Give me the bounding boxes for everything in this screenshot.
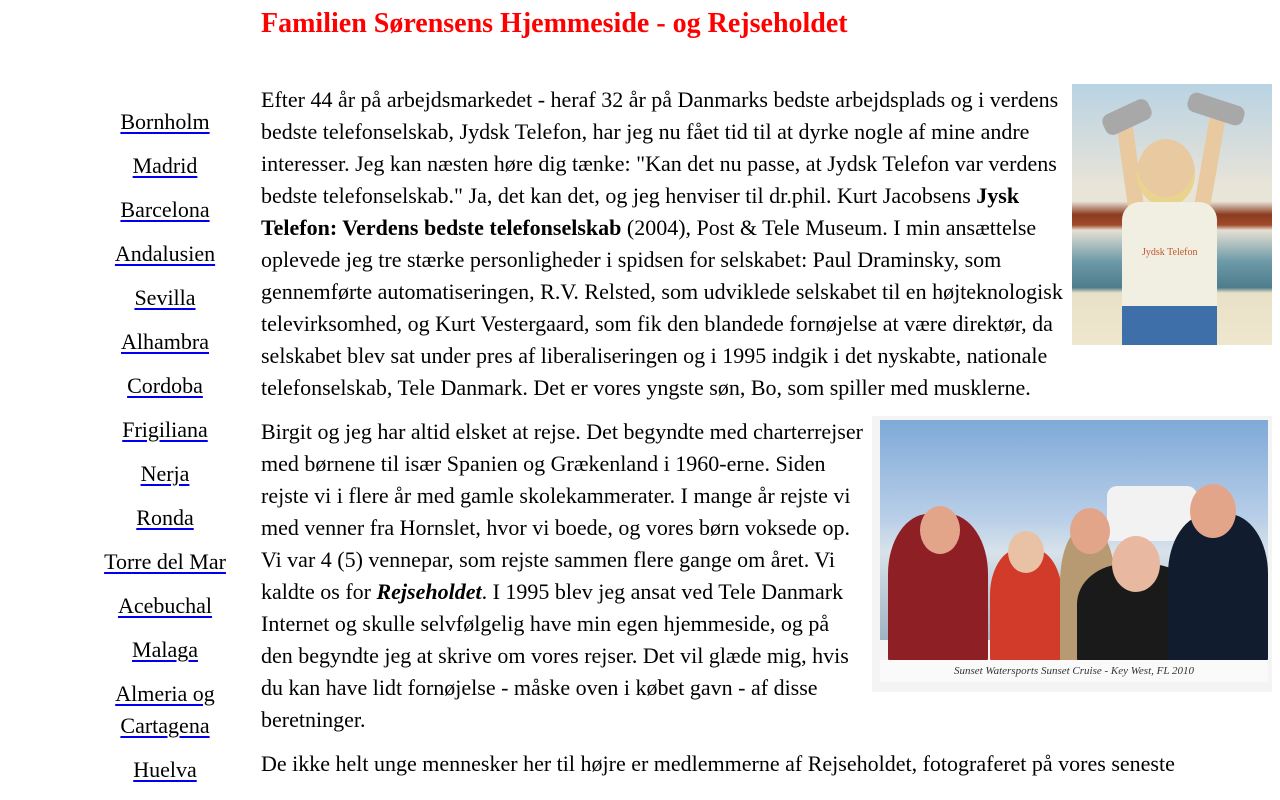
sidebar-link-alhambra[interactable]: Alhambra [121, 329, 209, 354]
sidebar-link-andalusien[interactable]: Andalusien [114, 241, 216, 266]
intro-paragraph: Efter 44 år på arbejdsmarkedet - heraf 32 år på Danmarks bedste arbejdsplads og i verdens bedste telefonselskab, Jydsk Telefon, har jeg nu fået tid til at dyrke nogle af mine andre interesser. Jeg kan næsten høre dig tænke: "Kan det nu passe, at Jydsk Telefon var verdens bedste telefonselskab." Ja, det kan det, og jeg henviser til dr.phil. Kurt Jacobsens Jysk Telefon: Verdens bedste telefonselskab (2004), Post & Tele Museum. I min ansættelse oplevede jeg tre stærke personligheder i spidsen for selskabet: Paul Draminsky, som gennemførte automatiseringen, R.V. Relsted, som udviklede selskabet til en højteknologisk televirksomhed, og Kurt Vestergaard, som fik den blandede fornøjelse at være direktør, da selskabet blev sat under pres af liberaliseringen og i 1995 indgik i det nyskabte, nationale telefonselskab, Tele Danmark. Det er vores yngste søn, Bo, som spiller med musklerne. [261, 87, 1063, 400]
members-paragraph: De ikke helt unge mennesker her til højre er medlemmerne af Rejseholdet, fotograferet på vores seneste [261, 751, 1175, 776]
photo-boy-with-dumbbells [1072, 84, 1272, 345]
sidebar-link-frigiliana[interactable]: Frigiliana [122, 417, 208, 442]
rejseholdet-emphasis: Rejseholdet [376, 579, 482, 604]
travel-paragraph: Birgit og jeg har altid elsket at rejse. Det begyndte med charterrejser med børnene til især Spanien og Grækenland i 1960-erne. Siden rejste vi i flere år med gamle skolekammerater. I mange år rejste vi med venner fra Hornslet, hvor vi boede, og vores børn voksede op. Vi var 4 (5) vennepar, som rejste sammen flere gange om året. Vi kaldte os for Rejseholdet. I 1995 blev jeg ansat ved Tele Danmark Internet og skulle selvfølgelig have min egen hjemmeside, og på den begyndte jeg at skrive om vores rejser. Det vil glæde mig, hvis du kan have lidt fornøjelse - måske oven i købet gavn - af disse beretninger. [261, 419, 863, 732]
sidebar-nav [80, 106, 250, 798]
sidebar-link-huelva[interactable]: Huelva [133, 757, 197, 782]
sidebar-link-torre-del-mar[interactable]: Torre del Mar [104, 549, 226, 574]
sidebar-link-nerja[interactable]: Nerja [140, 461, 190, 486]
sidebar-link-acebuchal[interactable]: Acebuchal [117, 593, 213, 618]
sidebar-link-cordoba[interactable]: Cordoba [127, 373, 203, 398]
sidebar-link-sevilla[interactable]: Sevilla [134, 285, 196, 310]
page-title: Familien Sørensens Hjemmeside - og Rejseholdet [261, 8, 848, 39]
shirt-print: Jydsk Telefon [1142, 247, 1198, 258]
main-content [261, 84, 1272, 792]
photo-caption: Sunset Watersports Sunset Cruise - Key West, FL 2010 [880, 660, 1268, 682]
sidebar-link-barcelona[interactable]: Barcelona [120, 197, 210, 222]
sidebar-link-madrid[interactable]: Madrid [132, 153, 198, 178]
photo-rejseholdet-group [872, 416, 1272, 692]
sidebar-link-ronda[interactable]: Ronda [136, 505, 194, 530]
sidebar-link-malaga[interactable]: Malaga [132, 637, 198, 662]
sidebar-link-bornholm[interactable]: Bornholm [120, 109, 210, 134]
book-title: Jysk Telefon: Verdens bedste telefonselskab [261, 183, 1020, 240]
sidebar-link-almeria-og-cartagena[interactable]: Almeria og Cartagena [115, 681, 215, 738]
